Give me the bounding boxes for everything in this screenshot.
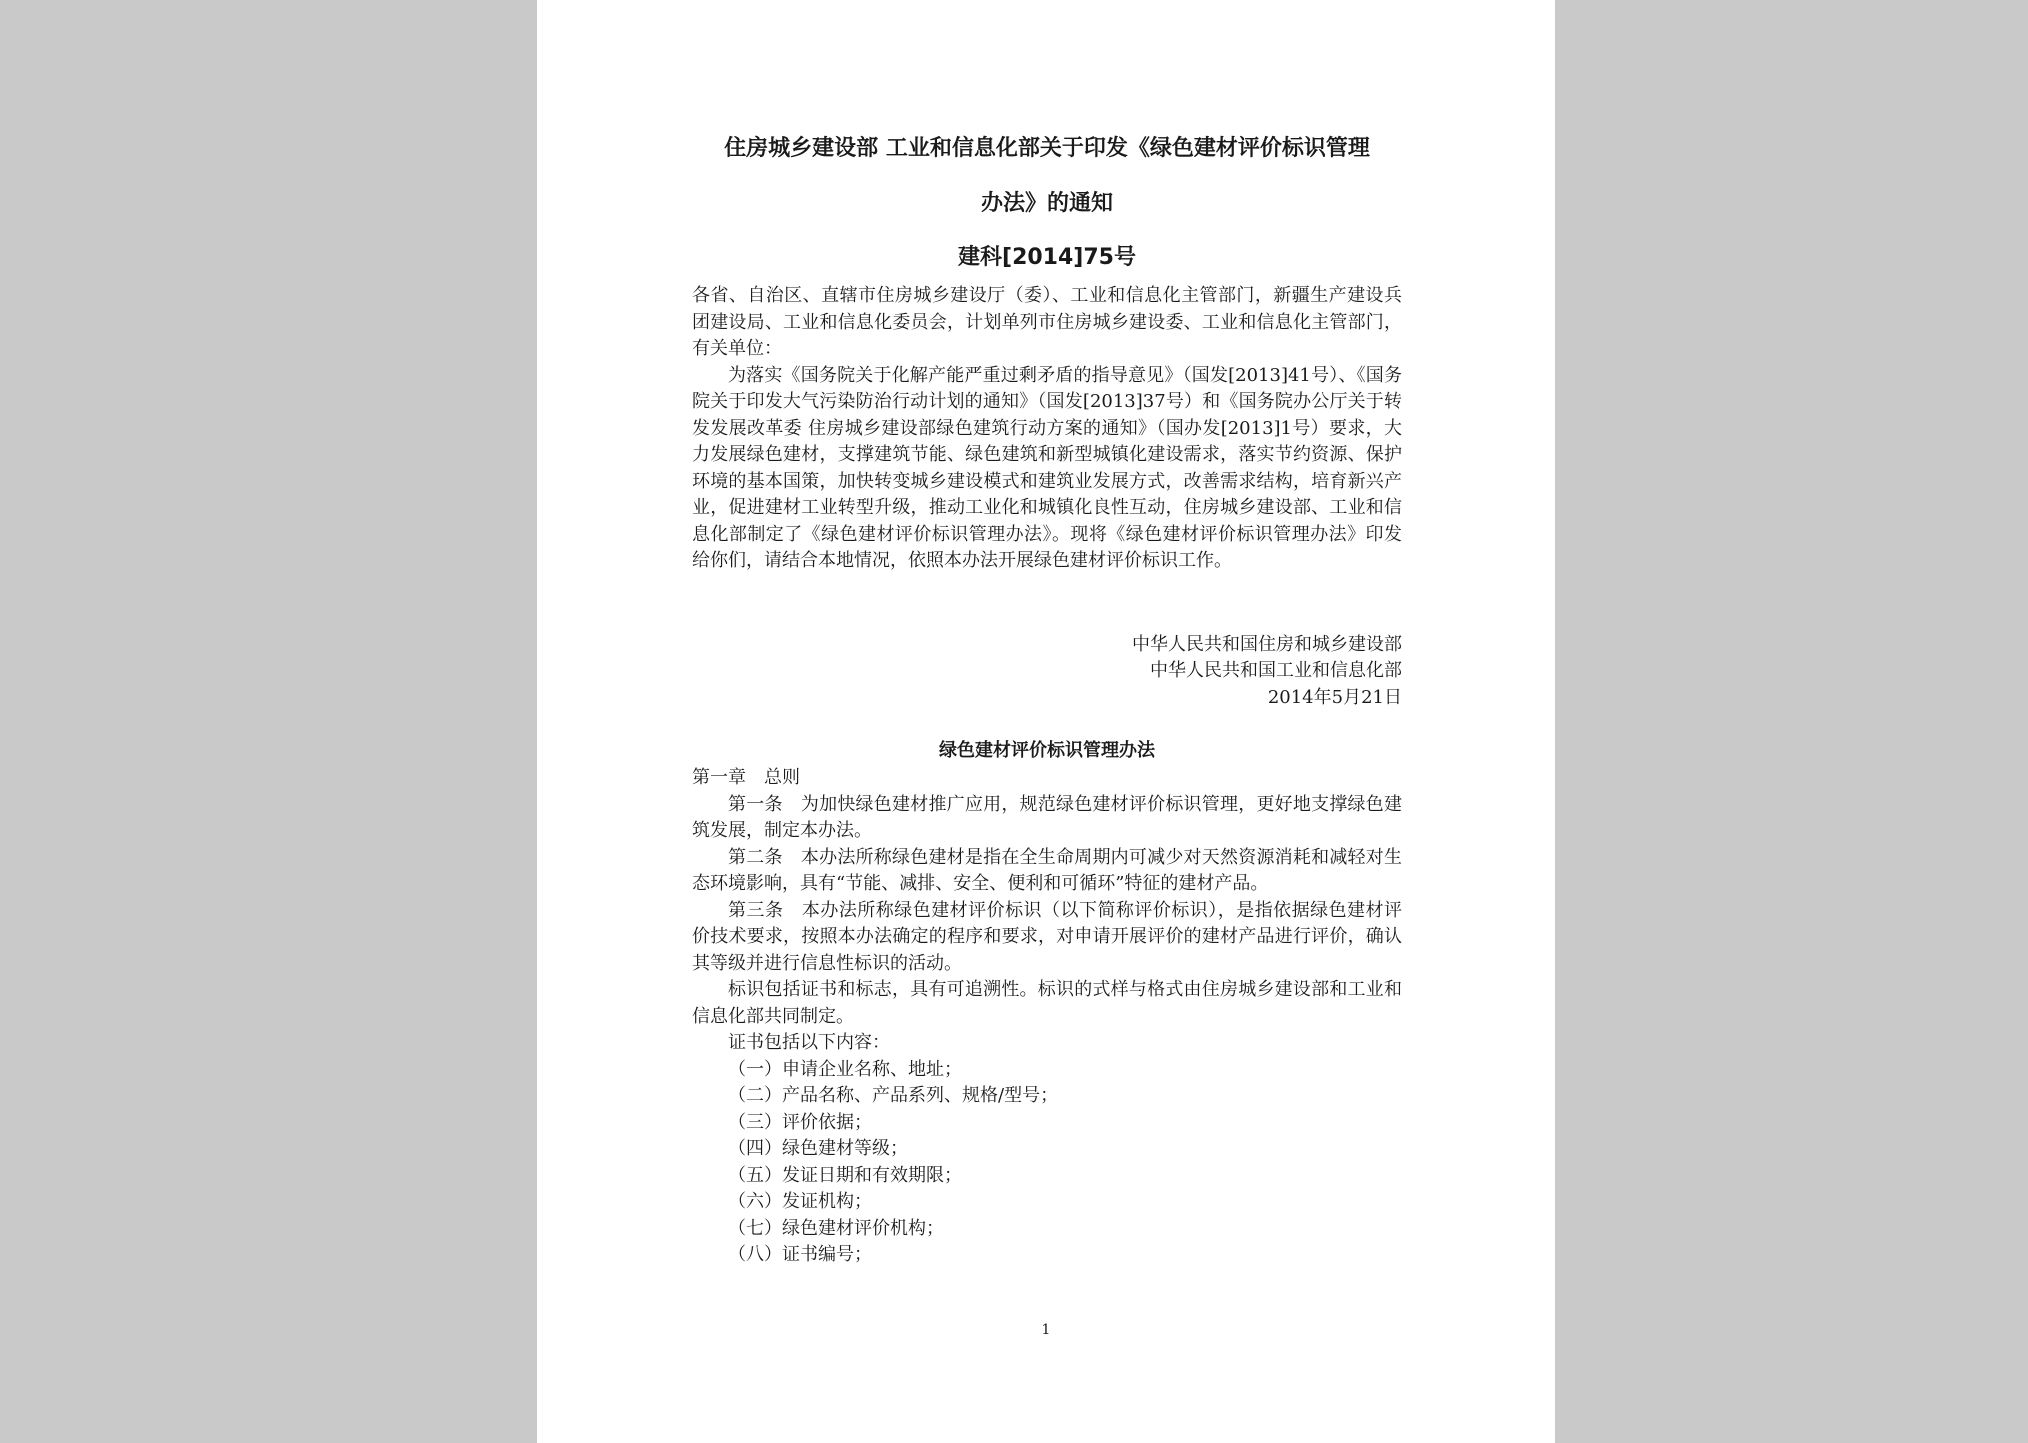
document-number: 建科[2014]75号 xyxy=(958,245,1136,270)
list-item: （一）申请企业名称、地址； xyxy=(728,1058,962,1080)
measures-title: 绿色建材评价标识管理办法 xyxy=(939,740,1155,761)
measures-body xyxy=(692,765,1402,1269)
article-3: 第三条 本办法所称绿色建材评价标识（以下简称评价标识），是指依据绿色建材评价技术要求，按照本办法确定的程序和要求，对申请开展评价的建材产品进行评价，确认其等级并进行信息性标识的活动。 xyxy=(692,899,1402,974)
list-item: （四）绿色建材等级； xyxy=(728,1138,908,1159)
article-2: 第二条 本办法所称绿色建材是指在全生命周期内可减少对天然资源消耗和减轻对生态环境影响，具有“节能、减排、安全、便利和可循环”特征的建材产品。 xyxy=(692,846,1402,894)
article-1: 第一条 为加快绿色建材推广应用，规范绿色建材评价标识管理，更好地支撑绿色建筑发展，制定本办法。 xyxy=(692,793,1402,841)
list-item: （二）产品名称、产品系列、规格/型号； xyxy=(728,1085,1059,1106)
chapter-heading: 第一章 总则 xyxy=(692,767,800,788)
signature-date: 2014年5月21日 xyxy=(1267,687,1402,708)
list-item: （八）证书编号； xyxy=(728,1244,872,1265)
signature-ministry-housing: 中华人民共和国住房和城乡建设部 xyxy=(1132,634,1402,655)
list-item: （七）绿色建材评价机构； xyxy=(728,1217,944,1239)
document-title-line-2: 办法》的通知 xyxy=(980,191,1113,216)
document-page xyxy=(537,0,1555,1443)
page-number: 1 xyxy=(1041,1322,1051,1338)
notice-paragraph: 为落实《国务院关于化解产能严重过剩矛盾的指导意见》（国发[2013]41号）、《国务院关于印发大气污染防治行动计划的通知》（国发[2013]37号）和《国务院办公厅关于转发发展改革委 住房城乡建设部绿色建筑行动方案的通知》（国办发[2013]1号）要求，大力发展绿色建材，支撑建筑节能、绿色建筑和新型城镇化建设需求，落实节约资源、保护环境的基本国策，加快转变城乡建设模式和建筑业发展方式，改善需求结构，培育新兴产业，促进建材工业转型升级，推动工业化和城镇化良性互动，住房城乡建设部、工业和信息化部制定了《绿色建材评价标识管理办法》。现将《绿色建材评价标识管理办法》印发给你们，请结合本地情况，依照本办法开展绿色建材评价标识工作。 xyxy=(692,364,1402,571)
list-item: （三）评价依据； xyxy=(728,1111,872,1133)
article-3-paragraph-3: 证书包括以下内容： xyxy=(728,1032,890,1053)
list-item: （五）发证日期和有效期限； xyxy=(728,1164,962,1186)
document-title-line-1: 住房城乡建设部 工业和信息化部关于印发《绿色建材评价标识管理 xyxy=(724,136,1370,161)
list-item: （六）发证机构； xyxy=(728,1191,872,1212)
addressee: 各省、自治区、直辖市住房城乡建设厅（委）、工业和信息化主管部门，新疆生产建设兵团建设局、工业和信息化委员会，计划单列市住房城乡建设委、工业和信息化主管部门，有关单位： xyxy=(692,285,1402,359)
article-3-paragraph-2: 标识包括证书和标志，具有可追溯性。标识的式样与格式由住房城乡建设部和工业和信息化部共同制定。 xyxy=(692,979,1402,1027)
signature-ministry-industry: 中华人民共和国工业和信息化部 xyxy=(1150,660,1402,681)
notice-body xyxy=(692,283,1402,575)
